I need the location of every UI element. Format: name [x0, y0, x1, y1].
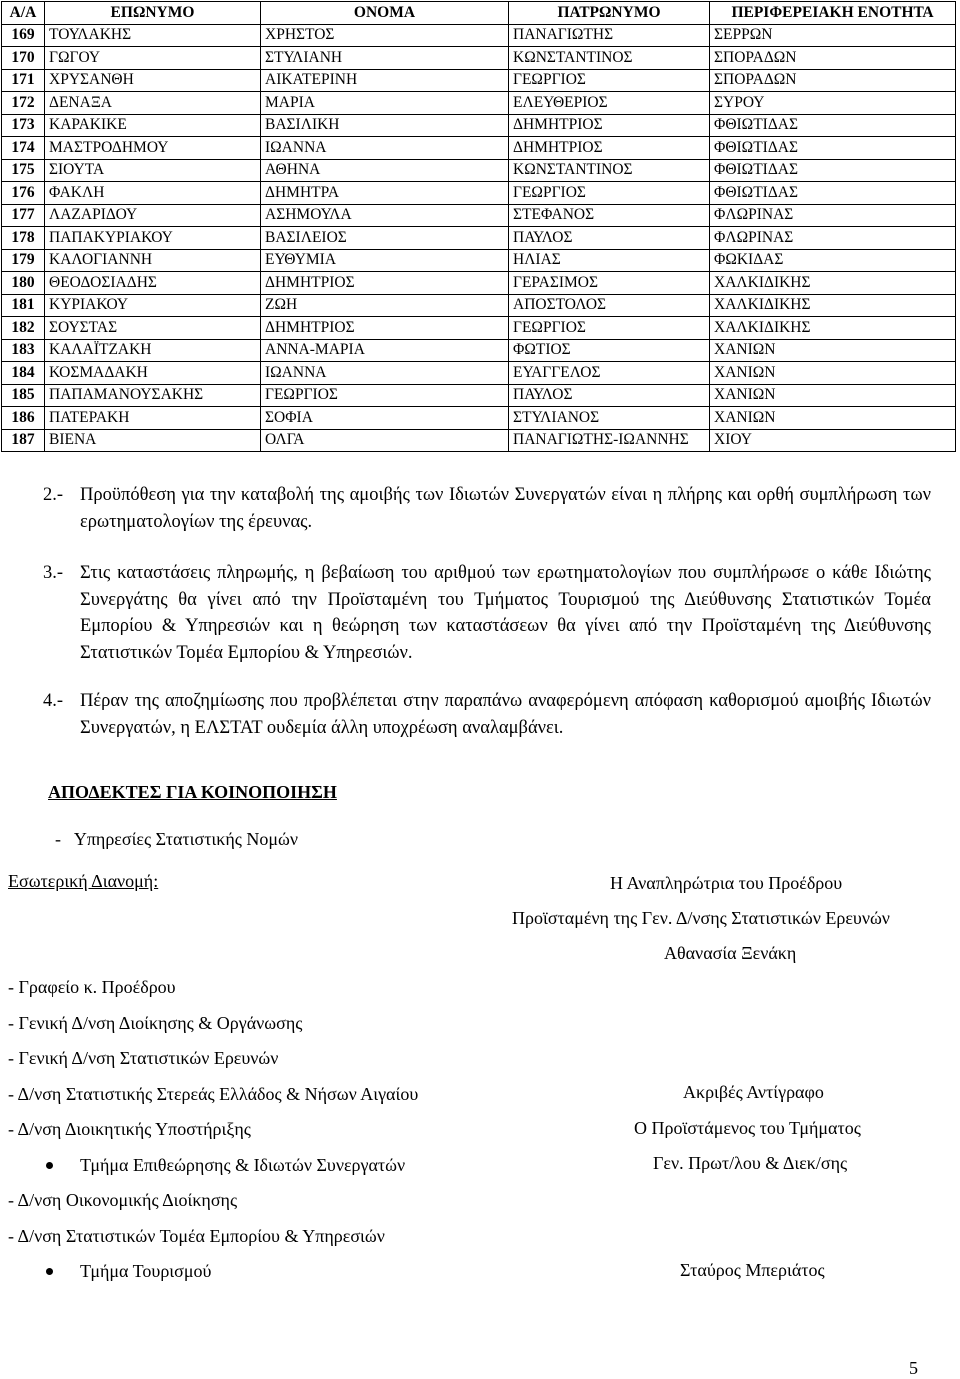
cell-patronymic: ΚΩΝΣΤΑΝΤΙΝΟΣ	[509, 47, 710, 70]
cell-region: ΧΑΛΚΙΔΙΚΗΣ	[710, 317, 956, 340]
certified-label: Ακριβές Αντίγραφο	[683, 1082, 824, 1102]
cell-aa: 172	[2, 92, 45, 115]
cell-aa: 180	[2, 272, 45, 295]
cell-region: ΦΛΩΡΙΝΑΣ	[710, 227, 956, 250]
paragraph-number: 3.-	[43, 563, 64, 583]
column-header-name: ΟΝΟΜΑ	[261, 2, 509, 25]
cell-region: ΣΠΟΡΑΔΩΝ	[710, 69, 956, 92]
cell-surname: ΘΕΟΔΟΣΙΑΔΗΣ	[45, 272, 261, 295]
table-row	[2, 339, 956, 362]
cell-aa: 176	[2, 182, 45, 205]
recipients-heading: ΑΠΟΔΕΚΤΕΣ ΓΙΑ ΚΟΙΝΟΠΟΙΗΣΗ	[48, 782, 337, 802]
table-row	[2, 317, 956, 340]
cell-aa: 181	[2, 294, 45, 317]
paragraph-text: Στις καταστάσεις πληρωμής, η βεβαίωση του αριθμού των ερωτηματολογίων που συμπλήρωσε ο κάθε Ιδιώτης Συνεργάτης θα γίνει από την Προϊσταμένη του Τμήματος Τουρισμού της Διεύθυνσης Στατιστικών Τομέα Εμπορίου & Υπηρεσιών και η θεώρηση των καταστάσεων θα γίνει από την Προϊσταμένη της Διεύθυνσης Στατιστικών Τομέα Εμπορίου & Υπηρεσιών.	[80, 563, 931, 663]
cell-name: ΑΝΝΑ-ΜΑΡΙΑ	[261, 339, 509, 362]
cell-patronymic: ΕΥΑΓΓΕΛΟΣ	[509, 362, 710, 385]
cell-surname: ΚΑΡΑΚΙΚΕ	[45, 114, 261, 137]
cell-name: ΕΥΘΥΜΙΑ	[261, 249, 509, 272]
cell-name: ΟΛΓΑ	[261, 429, 509, 452]
cell-surname: ΠΑΠΑΜΑΝΟΥΣΑΚΗΣ	[45, 384, 261, 407]
cell-region: ΧΑΝΙΩΝ	[710, 407, 956, 430]
paragraph-text: Πέραν της αποζημίωσης που προβλέπεται στην παραπάνω αναφερόμενη απόφαση καθορισμού αμοιβής Ιδιωτών Συνεργατών, η ΕΛΣΤΑΤ ουδεμία άλλη υποχρέωση αναλαμβάνει.	[80, 691, 931, 738]
cell-region: ΦΩΚΙΔΑΣ	[710, 249, 956, 272]
distribution-item: - Δ/νση Οικονομικής Διοίκησης	[8, 1190, 238, 1210]
cell-surname: ΚΟΣΜΑΔΑΚΗ	[45, 362, 261, 385]
distribution-item: - Γενική Δ/νση Διοίκησης & Οργάνωσης	[8, 1012, 303, 1033]
cell-name: ΓΕΩΡΓΙΟΣ	[261, 384, 509, 407]
cell-patronymic: ΓΕΩΡΓΙΟΣ	[509, 317, 710, 340]
distribution-subitem: Τμήμα Επιθεώρησης & Ιδιωτών Συνεργατών	[8, 1153, 418, 1189]
cell-aa: 178	[2, 227, 45, 250]
cell-surname: ΣΟΥΣΤΑΣ	[45, 317, 261, 340]
cell-aa: 179	[2, 249, 45, 272]
table-row	[2, 272, 956, 295]
cell-patronymic: ΣΤΥΛΙΑΝΟΣ	[509, 407, 710, 430]
cell-patronymic: ΠΑΝΑΓΙΩΤΗΣ	[509, 24, 710, 47]
cell-name: ΑΙΚΑΤΕΡΙΝΗ	[261, 69, 509, 92]
paragraph-2	[43, 482, 931, 535]
internal-distribution-heading: Εσωτερική Διανομή:	[8, 871, 159, 891]
cell-aa: 187	[2, 429, 45, 452]
internal-distribution-list	[8, 975, 418, 1295]
cell-aa: 184	[2, 362, 45, 385]
cell-region: ΣΕΡΡΩΝ	[710, 24, 956, 47]
table-row	[2, 159, 956, 182]
page-number: 5	[909, 1358, 918, 1378]
cell-name: ΧΡΗΣΤΟΣ	[261, 24, 509, 47]
cell-region: ΦΛΩΡΙΝΑΣ	[710, 204, 956, 227]
cell-surname: ΠΑΠΑΚΥΡΙΑΚΟΥ	[45, 227, 261, 250]
cell-surname: ΚΥΡΙΑΚΟΥ	[45, 294, 261, 317]
cell-name: ΑΘΗΝΑ	[261, 159, 509, 182]
paragraph-text: Προϋπόθεση για την καταβολή της αμοιβής των Ιδιωτών Συνεργατών είναι η πλήρης και ορθή συμπλήρωση των ερωτηματολογίων της έρευνας.	[80, 485, 931, 532]
table-row	[2, 227, 956, 250]
cell-surname: ΦΑΚΛΗ	[45, 182, 261, 205]
cell-aa: 183	[2, 339, 45, 362]
cell-region: ΦΘΙΩΤΙΔΑΣ	[710, 137, 956, 160]
table-row	[2, 249, 956, 272]
cell-name: ΙΩΑΝΝΑ	[261, 362, 509, 385]
cell-region: ΧΑΝΙΩΝ	[710, 384, 956, 407]
cell-patronymic: ΕΛΕΥΘΕΡΙΟΣ	[509, 92, 710, 115]
distribution-item: - Γραφείο κ. Προέδρου	[8, 977, 176, 997]
recipient-item: - Υπηρεσίες Στατιστικής Νομών	[55, 829, 299, 849]
table-row	[2, 384, 956, 407]
cell-surname: ΚΑΛΟΓΙΑΝΝΗ	[45, 249, 261, 272]
cell-aa: 175	[2, 159, 45, 182]
cell-region: ΧΑΝΙΩΝ	[710, 339, 956, 362]
distribution-item: - Γενική Δ/νση Στατιστικών Ερευνών	[8, 1048, 279, 1068]
cell-surname: ΜΑΣΤΡΟΔΗΜΟΥ	[45, 137, 261, 160]
cell-patronymic: ΣΤΕΦΑΝΟΣ	[509, 204, 710, 227]
cell-surname: ΛΑΖΑΡΙΔΟΥ	[45, 204, 261, 227]
cell-patronymic: ΠΑΥΛΟΣ	[509, 384, 710, 407]
table-row	[2, 137, 956, 160]
cell-name: ΔΗΜΗΤΡΙΟΣ	[261, 317, 509, 340]
cell-patronymic: ΗΛΙΑΣ	[509, 249, 710, 272]
paragraph-number: 2.-	[43, 485, 64, 505]
cell-patronymic: ΦΩΤΙΟΣ	[509, 339, 710, 362]
cell-name: ΜΑΡΙΑ	[261, 92, 509, 115]
cell-patronymic: ΠΑΝΑΓΙΩΤΗΣ-ΙΩΑΝΝΗΣ	[509, 429, 710, 452]
cell-region: ΧΙΟΥ	[710, 429, 956, 452]
cell-region: ΣΠΟΡΑΔΩΝ	[710, 47, 956, 70]
paragraph-3	[43, 560, 931, 666]
cell-patronymic: ΔΗΜΗΤΡΙΟΣ	[509, 137, 710, 160]
signature-name: Αθανασία Ξενάκη	[664, 943, 797, 963]
cell-region: ΦΘΙΩΤΙΔΑΣ	[710, 114, 956, 137]
cell-region: ΧΑΛΚΙΔΙΚΗΣ	[710, 294, 956, 317]
cell-name: ΣΟΦΙΑ	[261, 407, 509, 430]
cell-name: ΔΗΜΗΤΡΑ	[261, 182, 509, 205]
certified-name: Σταύρος Μπεριάτος	[680, 1260, 825, 1280]
cell-patronymic: ΓΕΡΑΣΙΜΟΣ	[509, 272, 710, 295]
signature-role: Η Αναπληρώτρια του Προέδρου	[610, 873, 843, 893]
cell-aa: 169	[2, 24, 45, 47]
cell-region: ΣΥΡΟΥ	[710, 92, 956, 115]
cell-surname: ΠΑΤΕΡΑΚΗ	[45, 407, 261, 430]
column-header-aa: Α/Α	[2, 2, 45, 25]
table-row	[2, 182, 956, 205]
cell-surname: ΔΕΝΑΞΑ	[45, 92, 261, 115]
cell-patronymic: ΓΕΩΡΓΙΟΣ	[509, 69, 710, 92]
cell-patronymic: ΔΗΜΗΤΡΙΟΣ	[509, 114, 710, 137]
table-row	[2, 47, 956, 70]
cell-region: ΧΑΛΚΙΔΙΚΗΣ	[710, 272, 956, 295]
cell-surname: ΓΩΓΟΥ	[45, 47, 261, 70]
distribution-subitem: Τμήμα Τουρισμού	[8, 1259, 418, 1295]
table-row	[2, 294, 956, 317]
cell-region: ΧΑΝΙΩΝ	[710, 362, 956, 385]
cell-region: ΦΘΙΩΤΙΔΑΣ	[710, 159, 956, 182]
cell-name: ΒΑΣΙΛΙΚΗ	[261, 114, 509, 137]
cell-name: ΖΩΗ	[261, 294, 509, 317]
cell-name: ΔΗΜΗΤΡΙΟΣ	[261, 272, 509, 295]
column-header-region: ΠΕΡΙΦΕΡΕΙΑΚΗ ΕΝΟΤΗΤΑ	[710, 2, 956, 25]
distribution-item: - Δ/νση Διοικητικής Υποστήριξης	[8, 1119, 251, 1139]
cell-aa: 170	[2, 47, 45, 70]
table-row	[2, 69, 956, 92]
certified-dept: Γεν. Πρωτ/λου & Διεκ/σης	[653, 1153, 848, 1173]
table-row	[2, 429, 956, 452]
table-row	[2, 92, 956, 115]
cell-surname: ΒΙΕΝΑ	[45, 429, 261, 452]
table-row	[2, 407, 956, 430]
cell-name: ΑΣΗΜΟΥΛΑ	[261, 204, 509, 227]
cell-surname: ΧΡΥΣΑΝΘΗ	[45, 69, 261, 92]
cell-aa: 173	[2, 114, 45, 137]
table-header-row	[2, 2, 956, 25]
table-row	[2, 204, 956, 227]
cell-surname: ΤΟΥΛΑΚΗΣ	[45, 24, 261, 47]
cell-patronymic: ΠΑΥΛΟΣ	[509, 227, 710, 250]
table-row	[2, 114, 956, 137]
cell-aa: 186	[2, 407, 45, 430]
cell-surname: ΚΑΛΑΪΤΖΑΚΗ	[45, 339, 261, 362]
cell-name: ΒΑΣΙΛΕΙΟΣ	[261, 227, 509, 250]
cell-patronymic: ΚΩΝΣΤΑΝΤΙΝΟΣ	[509, 159, 710, 182]
table-row	[2, 362, 956, 385]
cell-aa: 177	[2, 204, 45, 227]
cell-aa: 174	[2, 137, 45, 160]
paragraph-number: 4.-	[43, 691, 64, 711]
signature-title: Προϊσταμένη της Γεν. Δ/νσης Στατιστικών Ερευνών	[512, 908, 890, 928]
cell-aa: 182	[2, 317, 45, 340]
certified-role: Ο Προϊστάμενος του Τμήματος	[634, 1118, 861, 1138]
cell-patronymic: ΑΠΟΣΤΟΛΟΣ	[509, 294, 710, 317]
distribution-item: - Δ/νση Στατιστικών Τομέα Εμπορίου & Υπηρεσιών	[8, 1225, 385, 1246]
cell-aa: 185	[2, 384, 45, 407]
beneficiaries-table	[1, 1, 956, 452]
cell-name: ΙΩΑΝΝΑ	[261, 137, 509, 160]
table-row	[2, 24, 956, 47]
cell-aa: 171	[2, 69, 45, 92]
column-header-patronymic: ΠΑΤΡΩΝΥΜΟ	[509, 2, 710, 25]
cell-surname: ΣΙΟΥΤΑ	[45, 159, 261, 182]
column-header-surname: ΕΠΩΝΥΜΟ	[45, 2, 261, 25]
cell-name: ΣΤΥΛΙΑΝΗ	[261, 47, 509, 70]
distribution-item: - Δ/νση Στατιστικής Στερεάς Ελλάδος & Νήσων Αιγαίου	[8, 1083, 419, 1104]
cell-region: ΦΘΙΩΤΙΔΑΣ	[710, 182, 956, 205]
paragraph-4	[43, 688, 931, 741]
cell-patronymic: ΓΕΩΡΓΙΟΣ	[509, 182, 710, 205]
